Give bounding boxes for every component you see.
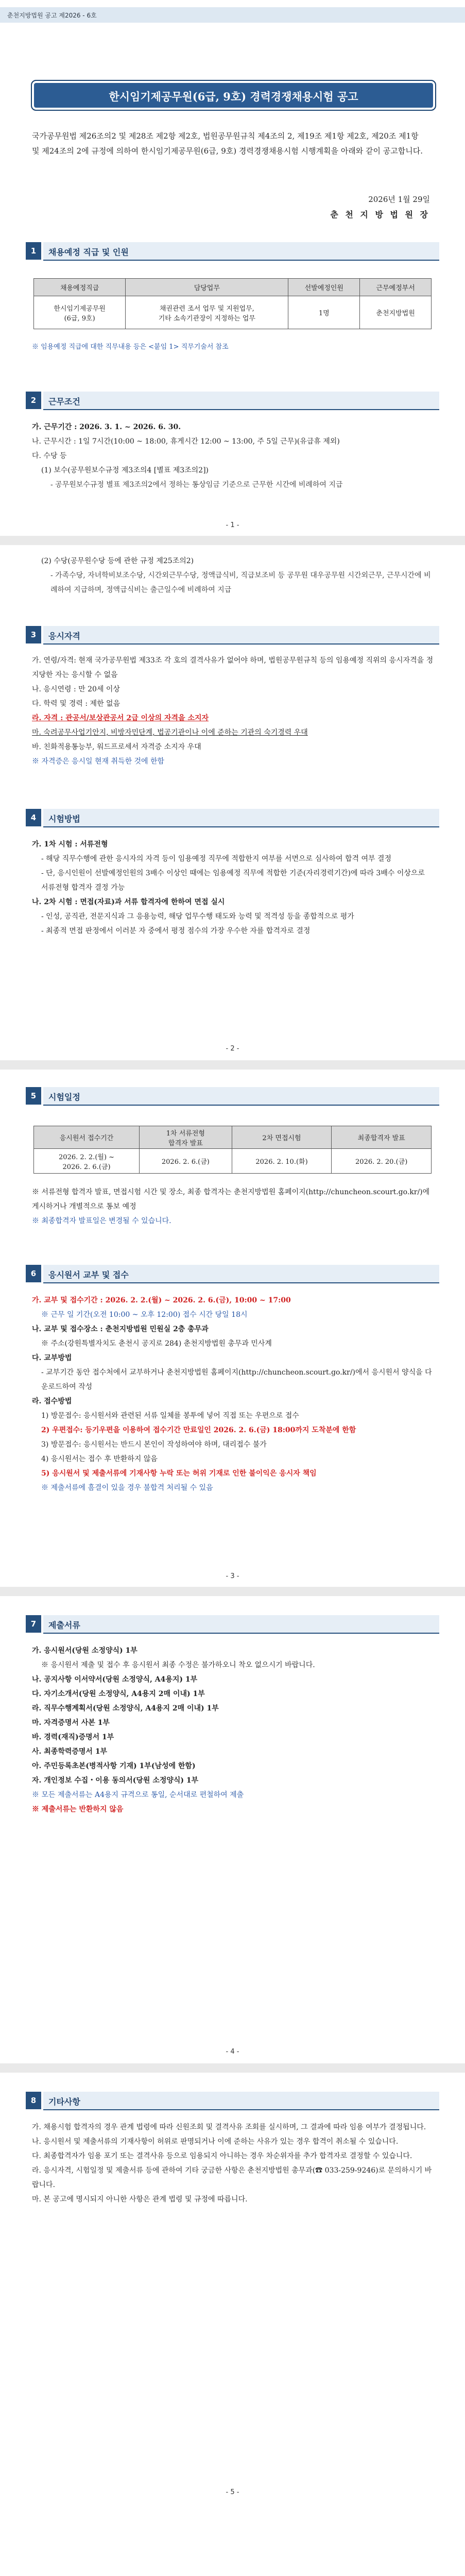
list-item: - 교부기간 동안 접수처에서 교부하거나 춘천지방법원 홈페이지(http://chuncheon.scourt.go.kr/)에서 응시원서 양식을 다운로드하여 작성: [41, 1368, 432, 1391]
list-item: 다. 최종합격자가 임용 포기 또는 결격사유 등으로 임용되지 아니하는 경우 차순위자를 추가 합격자로 결정할 수 있습니다.: [32, 2152, 412, 2160]
section-5-number: 5: [26, 1087, 41, 1105]
list-item: (2) 수당(공무원수당 등에 관한 규정 제25조의2): [41, 557, 194, 565]
section-4-number: 4: [26, 809, 41, 826]
list-item: ※ 근무 일 기간(오전 10:00 ~ 오후 12:00) 접수 시간 당일 18시: [41, 1311, 248, 1319]
list-item: 4) 응시원서는 접수 후 반환하지 않음: [41, 1455, 158, 1463]
list-item: 나. 공지사항 이서약서(당원 소정양식, A4용지) 1부: [32, 1675, 198, 1684]
table-header: 근무예정부서: [360, 279, 432, 296]
section-6-header: [26, 1265, 439, 1282]
section-2-body: [32, 420, 434, 492]
list-item: 마. 본 공고에 명시되지 아니한 사항은 관계 법령 및 규정에 따릅니다.: [32, 2195, 248, 2204]
table-cell: 한시임기제공무원 (6급, 9호): [34, 296, 126, 329]
list-item: ※ 자격증은 응시일 현재 취득한 것에 한함: [32, 757, 165, 766]
list-item: - 해당 직무수행에 관한 응시자의 자격 등이 임용예정 직무에 적합한지 여부를 서면으로 심사하여 합격 여부 결정: [41, 855, 392, 863]
date-block: [330, 192, 430, 223]
list-item: 사. 최종학력증명서 1부: [32, 1748, 108, 1756]
list-item: 라. 응시자격, 시험일정 및 제출서류 등에 관하여 기타 궁금한 사항은 춘천지방법원 총무과(☎ 033-259-9246)로 문의하시기 바랍니다.: [32, 2166, 432, 2189]
list-item: 다. 자기소개서(당원 소정양식, A4용지 2매 이내) 1부: [32, 1690, 205, 1698]
list-item: 바. 경력(재직)증명서 1부: [32, 1733, 114, 1741]
list-item: 가. 근무기간 : 2026. 3. 1. ~ 2026. 6. 30.: [32, 423, 181, 431]
page-divider: [0, 1587, 465, 1596]
section-4-body: [32, 837, 434, 938]
notice-number: 춘천지방법원 공고 제2026 - 6호: [7, 12, 97, 19]
section-2-body-cont: [32, 554, 434, 597]
list-item: 자. 개인정보 수집・이용 동의서(당원 소정양식) 1부: [32, 1776, 199, 1785]
section-7-header: [26, 1615, 439, 1633]
section-7-body: [32, 1643, 434, 1817]
list-item: 3) 방문접수: 응시원서는 반드시 본인이 작성하여야 하며, 대리접수 불가: [41, 1440, 267, 1449]
page-number: - 5 -: [226, 2488, 239, 2496]
table-cell: 2026. 2. 2.(월) ~ 2026. 2. 6.(금): [34, 1149, 140, 1174]
positions-table: [33, 278, 432, 329]
table-cell: 춘천지방법원: [360, 296, 432, 329]
table-header: 선발예정인원: [288, 279, 360, 296]
title-box: [31, 80, 436, 111]
section-3-number: 3: [26, 626, 41, 643]
section-5-header: [26, 1087, 439, 1105]
list-item: ※ 모든 제출서류는 A4용지 규격으로 통일, 순서대로 편철하여 제출: [32, 1791, 244, 1799]
list-item: (1) 보수(공무원보수규정 제3조의4 [별표 제3조의2]): [41, 466, 209, 474]
list-item: 가. 1차 시험 : 서류전형: [32, 840, 108, 849]
section-3-body: [32, 653, 434, 769]
list-item: - 단, 응시인원이 선발예정인원의 3배수 이상인 때에는 임용예정 직무에 적합한 기준(자리경력기간)에 따라 3배수 이상으로 서류전형 합격자 결정 가능: [41, 869, 425, 892]
table-cell: 채권관련 조서 업무 및 지원업무, 기타 소속기관장이 지정하는 업무: [126, 296, 288, 329]
list-item: 나. 응시연령 : 만 20세 이상: [32, 685, 120, 693]
section-6-number: 6: [26, 1265, 41, 1282]
list-item: 5) 응시원서 및 제출서류에 기재사항 누락 또는 허위 기재로 인한 불이익은 응시자 책임: [41, 1469, 317, 1478]
table-header: 2차 면접시험: [232, 1126, 332, 1149]
section-5-notes: [32, 1185, 434, 1228]
list-item: 다. 학력 및 경력 : 제한 없음: [32, 700, 120, 708]
list-item: 다. 교부방법: [32, 1354, 72, 1362]
list-item: 바. 친화적용통능부, 워드프로세서 자격증 소지자 우대: [32, 743, 201, 751]
list-item: 라. 자격 : 관공서/보상관공서 2급 이상의 자격을 소지자: [32, 714, 209, 722]
section-8-body: [32, 2120, 434, 2207]
section-7-number: 7: [26, 1615, 41, 1633]
section-8-header: [26, 2092, 439, 2109]
list-item: 나. 응시원서 및 제출서류의 기재사항이 허위로 판명되거나 이에 준하는 사유가 있는 경우 합격이 취소될 수 있습니다.: [32, 2138, 399, 2146]
list-item: 가. 응시원서(당원 소정양식) 1부: [32, 1647, 137, 1655]
table-header: 1차 서류전형 합격자 발표: [140, 1126, 232, 1149]
section-7-title: 제출서류: [48, 1620, 80, 1630]
table-header: 담당업무: [126, 279, 288, 296]
list-item: 가. 교부 및 접수기간 : 2026. 2. 2.(월) ~ 2026. 2. 6.(금), 10:00 ~ 17:00: [32, 1296, 291, 1304]
list-item: ※ 제출서류는 반환하지 않음: [32, 1805, 124, 1814]
page-divider: [0, 2063, 465, 2073]
section-4-title: 시험방법: [48, 814, 80, 824]
list-item: 아. 주민등록초본(병적사항 기재) 1부(남성에 한함): [32, 1762, 196, 1770]
list-item: 가. 연령/자격: 현재 국가공무원법 제33조 각 호의 결격사유가 없어야 하며, 법원공무원규칙 등의 임용예정 직위의 응시자격을 정지당한 자는 응시할 수 없음: [32, 656, 434, 679]
section-2-number: 2: [26, 392, 41, 409]
section-1-number: 1: [26, 242, 41, 260]
list-item: - 인성, 공직관, 전문지식과 그 응용능력, 해당 업무수행 태도와 능력 및 적격성 등을 종합적으로 평가: [41, 912, 354, 921]
section-6-body: [32, 1293, 434, 1495]
list-item: 마. 숙려공무사업기안지, 비방자민단계, 법공기관이나 이에 준하는 기관의 숙기경력 우대: [32, 728, 308, 737]
section-2-header: [26, 392, 439, 409]
schedule-table: [33, 1126, 432, 1174]
list-item: - 가족수당, 자녀학비보조수당, 시간외근무수당, 정액급식비, 직급보조비 등 공무원 대우공무원 시간외근무, 근무시간에 비례하여 지급하며, 정액급식비는 출근일수에 비례하여 지급: [50, 571, 431, 594]
list-item: 라. 접수방법: [32, 1397, 72, 1405]
section-2-title: 근무조건: [48, 397, 80, 406]
notice-date: 2026년 1월 29일: [368, 195, 430, 204]
header-bar: [0, 7, 465, 23]
list-item: 라. 직무수행계획서(당원 소정양식, A4용지 2매 이내) 1부: [32, 1704, 219, 1713]
list-item: 다. 수당 등: [32, 452, 67, 460]
list-item: 마. 자격증명서 사본 1부: [32, 1719, 110, 1727]
list-item: ※ 제출서류에 흠결이 있을 경우 불합격 처리될 수 있음: [41, 1484, 213, 1492]
section-3-header: [26, 626, 439, 643]
table-header: 최종합격자 발표: [332, 1126, 432, 1149]
section-8-number: 8: [26, 2092, 41, 2109]
list-item: - 최종적 면접 판정에서 이러분 자 중에서 평정 점수의 가장 우수한 자를 합격자로 결정: [41, 927, 311, 935]
issuer-name: 춘 천 지 방 법 원 장: [330, 210, 430, 219]
section-6-title: 응시원서 교부 및 접수: [48, 1270, 129, 1280]
list-item: 2) 우편접수: 등기우편을 이용하여 접수기간 만료일인 2026. 2. 6.(금) 18:00까지 도착분에 한함: [41, 1426, 356, 1434]
list-item: 나. 근무시간 : 1일 7시간(10:00 ~ 18:00, 휴게시간 12:00 ~ 13:00, 주 5일 근무)(유급휴 제외): [32, 437, 340, 446]
list-item: 가. 채용시험 합격자의 경우 관계 법령에 따라 신원조회 및 결격사유 조회를 실시하며, 그 결과에 따라 임용 여부가 결정됩니다.: [32, 2123, 426, 2131]
section-1-note: ※ 임용예정 직급에 대한 직무내용 등은 <붙임 1> 직무기술서 참조: [32, 343, 229, 351]
page-number: - 4 -: [226, 2048, 239, 2056]
page-divider: [0, 536, 465, 545]
list-item: ※ 최종합격자 발표일은 변경될 수 있습니다.: [32, 1217, 171, 1225]
intro-paragraph: 국가공무원법 제26조의2 및 제28조 제2항 제2호, 법원공무원규칙 제4조의 2, 제19조 제1항 제2호, 제20조 제1항 및 제24조의 2에 규정에 의하여 한시임기제공무원(6급, 9호) 경력경쟁채용시험 시행계획을 아래와 같이 공고합니다.: [32, 131, 423, 156]
page-divider: [0, 1060, 465, 1070]
table-cell: 2026. 2. 10.(화): [232, 1149, 332, 1174]
section-1-title: 채용예정 직급 및 인원: [48, 247, 129, 257]
list-item: ※ 응시원서 제출 및 접수 후 응시원서 최종 수정은 불가하오니 착오 없으시기 바랍니다.: [41, 1661, 315, 1669]
list-item: - 공무원보수규정 별표 제3조의2에서 정하는 통상임금 기준으로 근무한 시간에 비례하여 지급: [50, 481, 343, 489]
list-item: 나. 2차 시험 : 면접(자료)과 서류 합격자에 한하여 면접 실시: [32, 898, 225, 906]
list-item: 나. 교부 및 접수장소 : 춘천지방법원 민원실 2층 총무과: [32, 1325, 209, 1333]
page-number: - 1 -: [226, 521, 239, 529]
page-number: - 3 -: [226, 1572, 239, 1580]
table-cell: 2026. 2. 6.(금): [140, 1149, 232, 1174]
section-8-title: 기타사항: [48, 2097, 80, 2107]
list-item: ※ 주소(강원특별자치도 춘천시 공지로 284) 춘천지방법원 총무과 민사계: [41, 1340, 272, 1348]
section-5-title: 시험일정: [48, 1092, 80, 1102]
table-header: 응시원서 접수기간: [34, 1126, 140, 1149]
section-3-title: 응시자격: [48, 631, 80, 641]
table-cell: 2026. 2. 20.(금): [332, 1149, 432, 1174]
table-header: 채용예정직급: [34, 279, 126, 296]
page-title: 한시임기제공무원(6급, 9호) 경력경쟁채용시험 공고: [109, 90, 358, 103]
list-item: ※ 서류전형 합격자 발표, 면접시험 시간 및 장소, 최종 합격자는 춘천지방법원 홈페이지(http://chuncheon.scourt.go.kr/)에 게시하거나 개별적으로 통보 예정: [32, 1188, 430, 1211]
section-4-header: [26, 809, 439, 826]
page-number: - 2 -: [226, 1045, 239, 1053]
table-cell: 1명: [288, 296, 360, 329]
list-item: 1) 방문접수: 응시원서와 관련된 서류 일체를 봉투에 넣어 직접 또는 우편으로 접수: [41, 1412, 299, 1420]
section-1-header: [26, 242, 439, 260]
